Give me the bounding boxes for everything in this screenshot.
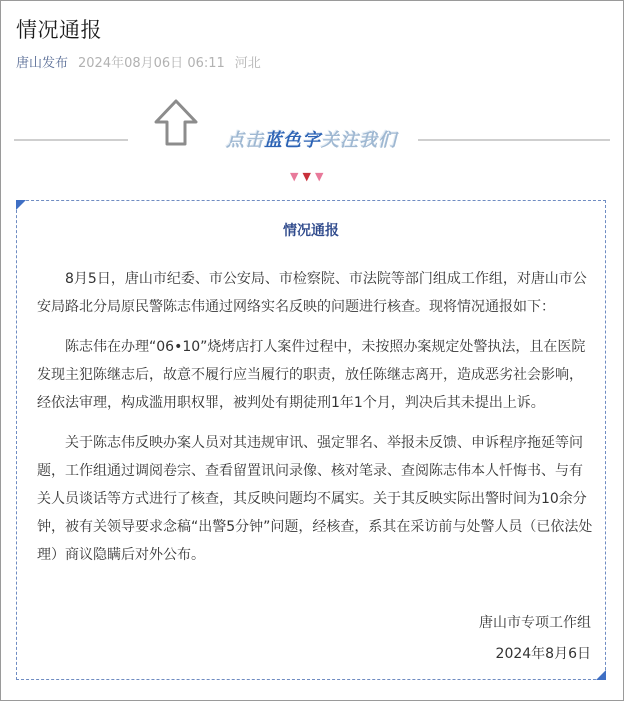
notice-box <box>16 200 606 680</box>
follow-highlight: 蓝色字 <box>264 130 321 151</box>
publish-datetime: 2024年08月06日 06:11 <box>78 56 225 71</box>
article-title: 情况通报 <box>16 18 102 42</box>
follow-banner[interactable] <box>14 98 610 183</box>
heart-icon: ▼ <box>314 170 328 183</box>
hearts-decoration <box>290 171 327 182</box>
signature-org: 唐山市专项工作组 <box>479 615 591 631</box>
follow-suffix: 关注我们 <box>321 130 397 151</box>
corner-triangle-icon <box>16 200 26 210</box>
heart-icon: ▼ <box>290 170 303 183</box>
article-meta <box>16 52 261 71</box>
corner-triangle-icon <box>596 670 606 680</box>
follow-prompt[interactable] <box>226 126 397 152</box>
banner-divider-left <box>14 139 128 141</box>
notice-paragraph: 陈志伟在办理“06•10”烧烤店打人案件过程中，未按照办案规定处警执法，且在医院发现主犯陈继志后，故意不履行应当履行的职责，放任陈继志离开，造成恶劣社会影响，经依法审理，构成滥用职权罪，被判处有期徒刑1年1个月，判决后其未提出上诉。 <box>37 339 586 411</box>
account-name-link[interactable]: 唐山发布 <box>16 56 69 71</box>
notice-heading: 情况通报 <box>283 223 339 239</box>
signature-date: 2024年8月6日 <box>495 646 591 662</box>
notice-paragraph: 关于陈志伟反映办案人员对其违规审讯、强定罪名、举报未反馈、申诉程序拖延等问题，工作组通过调阅卷宗、查看留置讯问录像、核对笔录、查阅陈志伟本人忏悔书、与有关人员谈话等方式进行了核查，其反映问题均不属实。关于其反映实际出警时间为10余分钟，被有关领导要求念稿“出警5分钟”问题，经核查，系其在采访前与处警人员（已依法处理）商议隐瞒后对外公布。 <box>37 435 593 563</box>
publish-location: 河北 <box>234 56 261 71</box>
notice-paragraph: 8月5日，唐山市纪委、市公安局、市检察院、市法院等部门组成工作组，对唐山市公安局路北分局原民警陈志伟通过网络实名反映的问题进行核查。现将情况通报如下： <box>37 271 587 315</box>
heart-icon: ▼ <box>302 170 315 183</box>
notice-body <box>37 265 595 581</box>
banner-divider-right <box>418 139 610 141</box>
up-arrow-icon <box>152 98 200 148</box>
follow-prefix: 点击 <box>226 130 264 151</box>
